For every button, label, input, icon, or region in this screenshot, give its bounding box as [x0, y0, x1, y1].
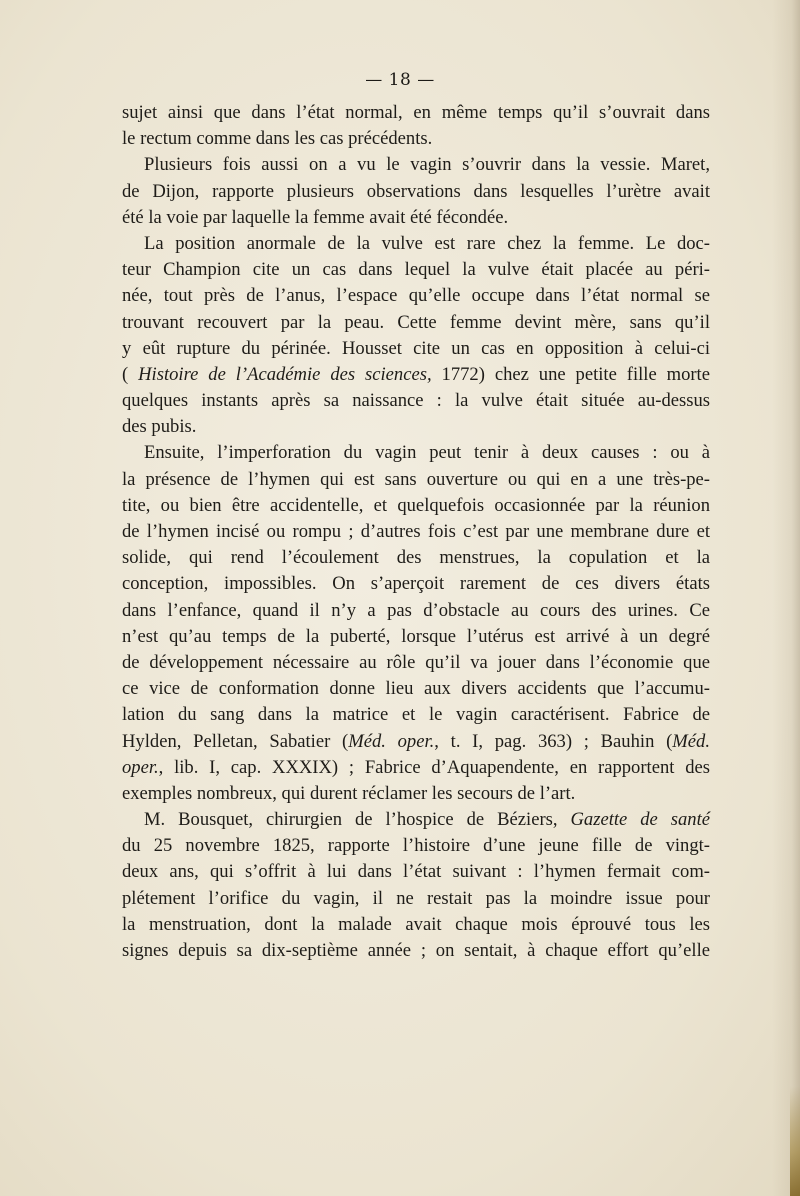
line-segment: signes depuis sa dix-septième année ; on sentait, à chaque effort qu’elle [122, 940, 710, 961]
line-segment: 1772) chez une petite fille morte [431, 363, 710, 385]
line-segment: solide, qui rend l’écoulement des menstrues, la copulation et la [122, 547, 710, 569]
line-segment: y eût rupture du périnée. Housset cite un cas en opposition à celui-ci [122, 337, 710, 359]
line-segment: conception, impossibles. On s’aperçoit rarement de ces divers états [122, 573, 710, 595]
line-segment: ce vice de conformation donne lieu aux divers accidents que l’accumu- [122, 678, 710, 700]
line-segment: de Dijon, rapporte plusieurs observations dans lesquelles l’urètre avait [122, 180, 710, 202]
italic-citation: Méd. oper. [348, 730, 435, 752]
text-line [122, 388, 710, 414]
line-segment: exemples nombreux, qui durent réclamer les secours de l’art. [122, 782, 576, 804]
text-line [122, 938, 710, 964]
line-segment: été la voie par laquelle la femme avait été fécondée. [122, 206, 509, 228]
line-segment: de développement nécessaire au rôle qu’il va jouer dans l’économie que [122, 651, 710, 673]
line-segment: dans l’enfance, quand il n’y a pas d’obstacle au cours des urines. Ce [122, 599, 710, 621]
text-line [122, 545, 710, 571]
text-line [122, 257, 710, 283]
text-line [122, 100, 710, 126]
text-line [122, 676, 710, 702]
text-line [122, 624, 710, 650]
text-line [122, 859, 710, 885]
line-segment: n’est qu’au temps de la puberté, lorsque l’utérus est arrivé à un degré [122, 625, 710, 647]
line-segment: , t. I, pag. 363) ; Bauhin ( [434, 730, 673, 752]
line-segment: sujet ainsi que dans l’état normal, en même temps qu’il s’ouvrait dans [122, 102, 710, 123]
text-line [122, 414, 710, 440]
line-segment: la présence de l’hymen qui est sans ouverture ou qui en a une très-pe- [122, 468, 710, 490]
text-line [122, 598, 710, 624]
line-segment: du 25 novembre 1825, rapporte l’histoire d’une jeune fille de vingt- [122, 835, 710, 857]
text-line [122, 571, 710, 597]
text-line [122, 519, 710, 545]
body-text [122, 100, 710, 964]
line-segment: Plusieurs fois aussi on a vu le vagin s’ouvrir dans la vessie. Maret, [144, 154, 710, 176]
page-corner-stain [790, 1086, 800, 1196]
text-line [122, 205, 710, 231]
text-line [122, 310, 710, 336]
line-segment: le rectum comme dans les cas précédents. [122, 128, 433, 150]
text-line [122, 702, 710, 728]
page-number: — 18 — [365, 70, 435, 90]
text-line [122, 440, 710, 466]
line-segment: quelques instants après sa naissance : la vulve était située au-dessus [122, 390, 710, 412]
page-edge-shadow [772, 0, 800, 1196]
line-segment: née, tout près de l’anus, l’espace qu’elle occupe dans l’état normal se [122, 285, 710, 307]
line-segment: teur Champion cite un cas dans lequel la vulve était placée au péri- [122, 259, 710, 281]
line-segment: des pubis. [122, 416, 197, 438]
text-line [122, 755, 710, 781]
text-line [122, 179, 710, 205]
text-line [122, 283, 710, 309]
text-line [122, 912, 710, 938]
line-segment: Hylden, Pelletan, Sabatier ( [122, 730, 349, 752]
line-segment: deux ans, qui s’offrit à lui dans l’état suivant : l’hymen fermait com- [122, 861, 710, 883]
text-line [122, 467, 710, 493]
italic-citation: Méd. [672, 730, 710, 752]
text-line [122, 807, 710, 833]
text-line [122, 833, 710, 859]
italic-citation: Histoire de l’Académie des sciences, [138, 363, 432, 385]
line-segment: M. Bousquet, chirurgien de l’hospice de Béziers, [144, 809, 571, 831]
text-line [122, 781, 710, 807]
text-line [122, 493, 710, 519]
text-line [122, 231, 710, 257]
text-line [122, 336, 710, 362]
line-segment: plétement l’orifice du vagin, il ne restait pas la moindre issue pour [122, 887, 710, 909]
line-segment: la menstruation, dont la malade avait chaque mois éprouvé tous les [122, 913, 710, 935]
text-line [122, 886, 710, 912]
text-line [122, 362, 710, 388]
line-segment: La position anormale de la vulve est rare chez la femme. Le doc- [144, 232, 710, 254]
line-segment: Ensuite, l’imperforation du vagin peut tenir à deux causes : ou à [144, 442, 710, 464]
text-line [122, 729, 710, 755]
line-segment: trouvant recouvert par la peau. Cette femme devint mère, sans qu’il [122, 311, 710, 333]
line-segment: ( [122, 363, 139, 385]
text-line [122, 152, 710, 178]
line-segment: tite, ou bien être accidentelle, et quelquefois occasionnée par la réunion [122, 494, 710, 516]
italic-citation: Gazette de santé [570, 809, 710, 831]
line-segment: lation du sang dans la matrice et le vagin caractérisent. Fabrice de [122, 704, 710, 726]
line-segment: , lib. I, cap. XXXIX) ; Fabrice d’Aquapendente, en rapportent des [158, 756, 710, 778]
line-segment: de l’hymen incisé ou rompu ; d’autres fois c’est par une membrane dure et [122, 521, 710, 542]
text-line [122, 650, 710, 676]
text-line [122, 126, 710, 152]
italic-citation: oper. [122, 756, 159, 778]
